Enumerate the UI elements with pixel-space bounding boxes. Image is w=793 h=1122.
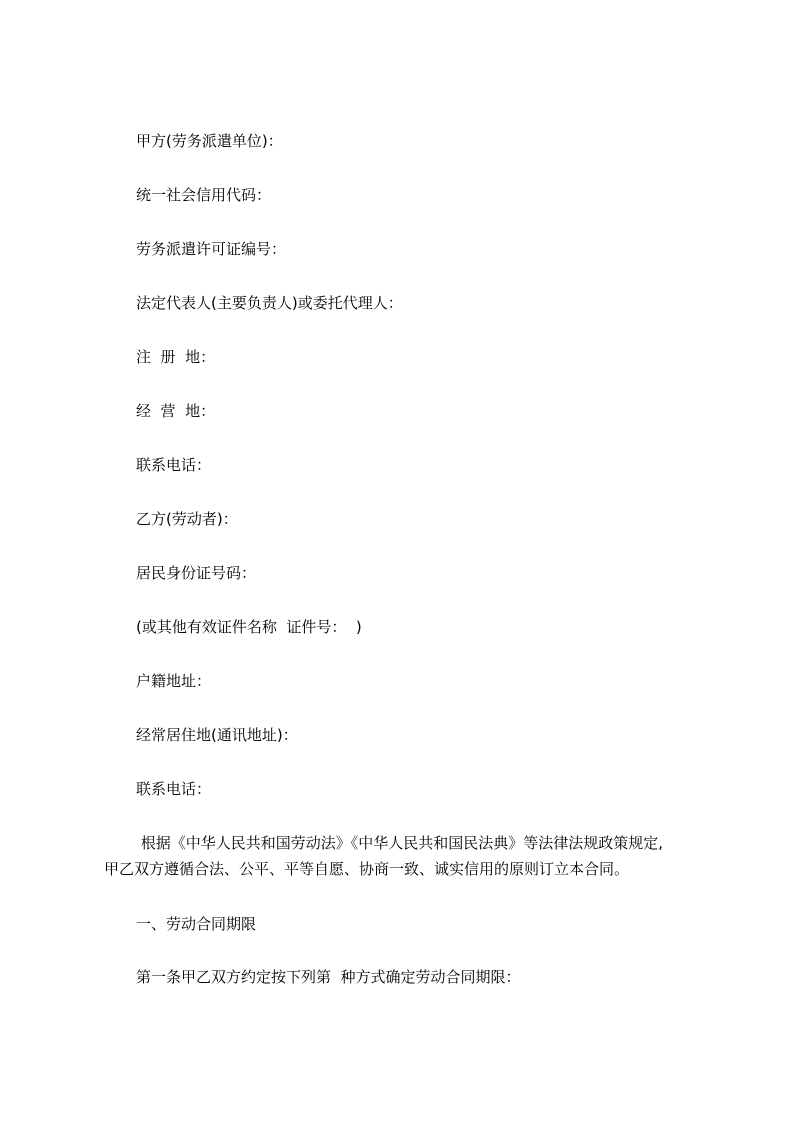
other-id-label: (或其他有效证件名称 证件号： ) (136, 618, 362, 636)
party-b-label: 乙方(劳动者)： (136, 510, 238, 528)
basis-line-1: 根据《中华人民共和国劳动法》《中华人民共和国民法典》等法律法规政策规定, (136, 834, 664, 852)
party-b-phone-label: 联系电话： (136, 780, 212, 798)
license-number-label: 劳务派遣许可证编号： (136, 240, 287, 258)
basis-line-2: 甲乙双方遵循合法、公平、平等自愿、协商一致、诚实信用的原则订立本合同。 (104, 860, 630, 878)
party-a-label: 甲方(劳务派遣单位)： (136, 132, 283, 150)
registered-address-label: 注 册 地： (136, 348, 216, 366)
party-a-phone-label: 联系电话： (136, 456, 212, 474)
household-address-label: 户籍地址： (136, 672, 212, 690)
id-number-label: 居民身份证号码： (136, 564, 257, 582)
residence-address-label: 经常居住地(通讯地址)： (136, 726, 298, 744)
section-heading: 一、劳动合同期限 (136, 915, 257, 933)
article-one: 第一条甲乙双方约定按下列第 种方式确定劳动合同期限： (136, 968, 521, 986)
basis-paragraph (104, 833, 694, 879)
business-address-label: 经 营 地： (136, 402, 216, 420)
legal-representative-label: 法定代表人(主要负责人)或委托代理人： (136, 294, 403, 312)
credit-code-label: 统一社会信用代码： (136, 186, 272, 204)
